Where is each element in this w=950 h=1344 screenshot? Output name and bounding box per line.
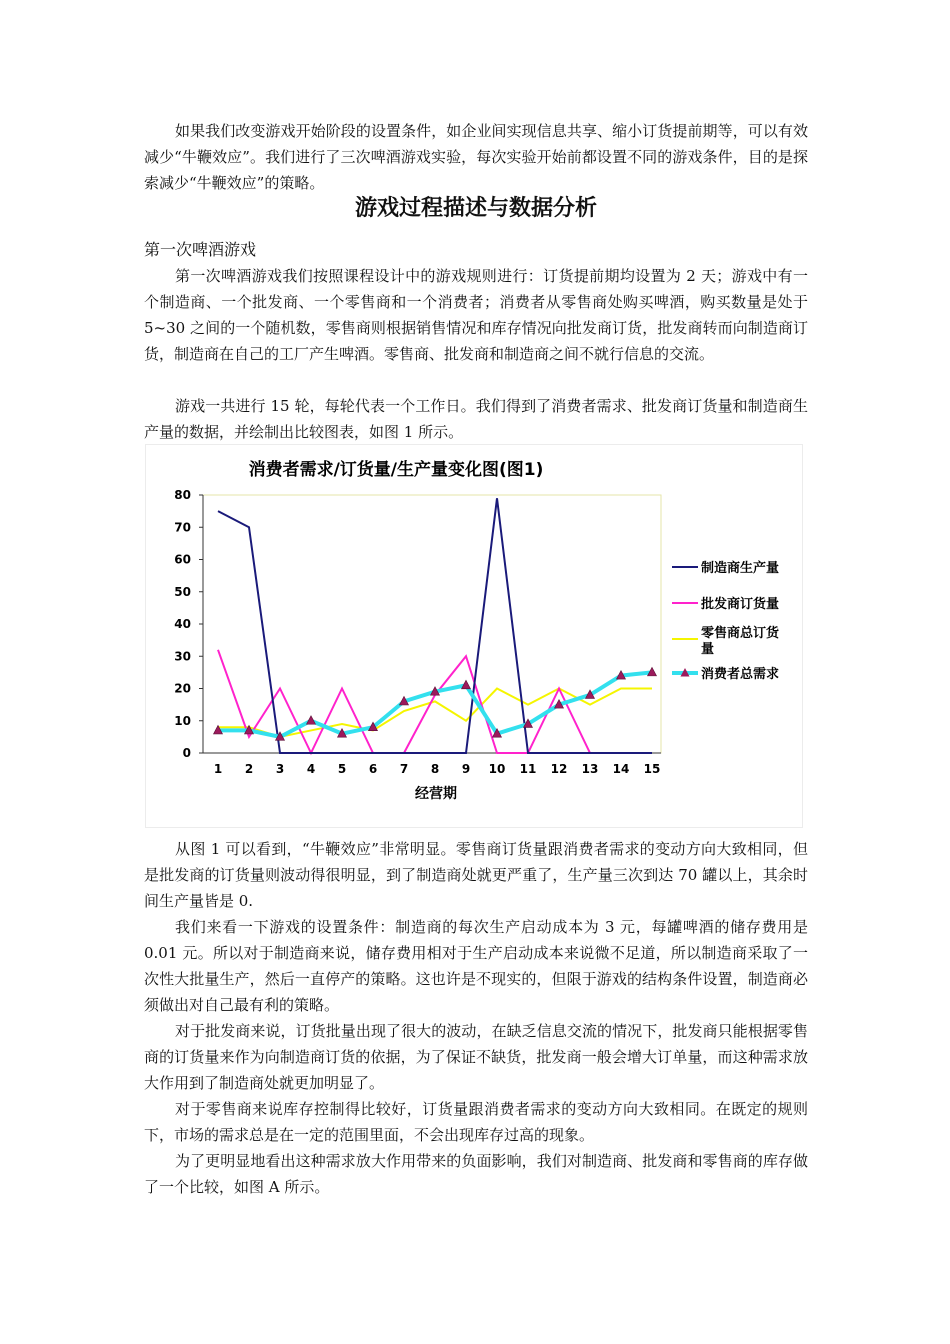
section-heading: 游戏过程描述与数据分析 — [354, 196, 597, 221]
series-line — [218, 498, 652, 753]
analysis-paragraph-3: 对于批发商来说，订货批量出现了很大的波动，在缺乏信息交流的情况下，批发商只能根据零售商的订货量来作为向制造商订货的依据，为了保证不缺货，批发商一般会增大订单量，而这种需求放大作用到了制造商处就更加明显了。 — [144, 1022, 808, 1092]
y-tick-label: 10 — [174, 713, 191, 728]
line-chart — [146, 445, 802, 827]
x-tick-label: 6 — [368, 762, 378, 776]
game-rules-paragraph: 第一次啤酒游戏我们按照课程设计中的游戏规则进行：订货提前期均设置为 2 天；游戏中有一个制造商、一个批发商、一个零售商和一个消费者；消费者从零售商处购买啤酒，购买数量是处于 5~30 之间的一个随机数，零售商则根据销售情况和库存情况向批发商订货，批发商转而向制造商订货，制造商在自己的工厂产生啤酒。零售商、批发商和制造商之间不就行信息的交流。 — [144, 267, 808, 363]
y-tick-label: 50 — [174, 584, 191, 599]
x-tick-label: 15 — [643, 762, 661, 776]
legend-label: 消费者总需求 — [701, 667, 780, 682]
analysis-paragraph-5: 为了更明显地看出这种需求放大作用带来的负面影响，我们对制造商、批发商和零售商的库存做了一个比较，如图 A 所示。 — [144, 1152, 808, 1196]
x-tick-label: 12 — [550, 762, 568, 776]
x-tick-label: 13 — [581, 762, 599, 776]
series-line — [218, 672, 652, 737]
y-tick-label: 0 — [182, 746, 191, 760]
x-tick-label: 4 — [306, 762, 316, 776]
x-tick-label: 7 — [399, 762, 409, 776]
y-tick-label: 70 — [174, 520, 191, 535]
legend-label: 制造商生产量 — [701, 561, 780, 576]
x-axis-label: 经营期 — [415, 786, 457, 802]
x-tick-label: 9 — [461, 762, 471, 776]
rounds-paragraph: 游戏一共进行 15 轮，每轮代表一个工作日。我们得到了消费者需求、批发商订货量和制造商生产量的数据，并绘制出比较图表，如图 1 所示。 — [144, 397, 808, 441]
legend-label-cont: 量 — [701, 642, 715, 657]
intro-paragraph: 如果我们改变游戏开始阶段的设置条件，如企业间实现信息共享、缩小订货提前期等，可以有效减少“牛鞭效应”。我们进行了三次啤酒游戏实验，每次实验开始前都设置不同的游戏条件，目的是探索减少“牛鞭效应”的策略。 — [144, 122, 808, 192]
x-tick-label: 5 — [337, 762, 347, 776]
y-tick-label: 80 — [174, 488, 191, 502]
plot-area — [203, 495, 661, 753]
x-tick-label: 3 — [275, 762, 285, 776]
x-tick-label: 8 — [430, 762, 440, 776]
legend-label: 批发商订货量 — [701, 597, 780, 612]
x-tick-label: 1 — [213, 762, 223, 776]
analysis-paragraph-2: 我们来看一下游戏的设置条件：制造商的每次生产启动成本为 3 元，每罐啤酒的储存费用是 0.01 元。所以对于制造商来说，储存费用相对于生产启动成本来说微不足道，所以制造商采取了一次性大批量生产，然后一直停产的策略。这也许是不现实的，但限于游戏的结构条件设置，制造商必须做出对自己最有利的策略。 — [144, 918, 808, 1014]
subsection-heading: 第一次啤酒游戏 — [144, 240, 257, 259]
chart-title: 消费者需求/订货量/生产量变化图(图1) — [248, 460, 544, 480]
chart-figure — [145, 444, 803, 828]
analysis-paragraph-1: 从图 1 可以看到，“牛鞭效应”非常明显。零售商订货量跟消费者需求的变动方向大致相同，但是批发商的订货量则波动得很明显，到了制造商处就更严重了，生产量三次到达 70 罐以上，其余时间生产量皆是 0. — [144, 840, 808, 910]
y-tick-label: 30 — [174, 649, 191, 664]
x-tick-label: 10 — [488, 762, 506, 776]
x-tick-label: 2 — [244, 762, 254, 776]
y-tick-label: 40 — [174, 617, 191, 631]
y-tick-label: 20 — [174, 681, 191, 696]
x-tick-label: 11 — [519, 762, 537, 776]
legend-label: 零售商总订货 — [701, 626, 780, 641]
y-tick-label: 60 — [174, 552, 191, 567]
x-tick-label: 14 — [612, 762, 630, 776]
analysis-paragraph-4: 对于零售商来说库存控制得比较好，订货量跟消费者需求的变动方向大致相同。在既定的规则下，市场的需求总是在一定的范围里面，不会出现库存过高的现象。 — [144, 1100, 808, 1144]
